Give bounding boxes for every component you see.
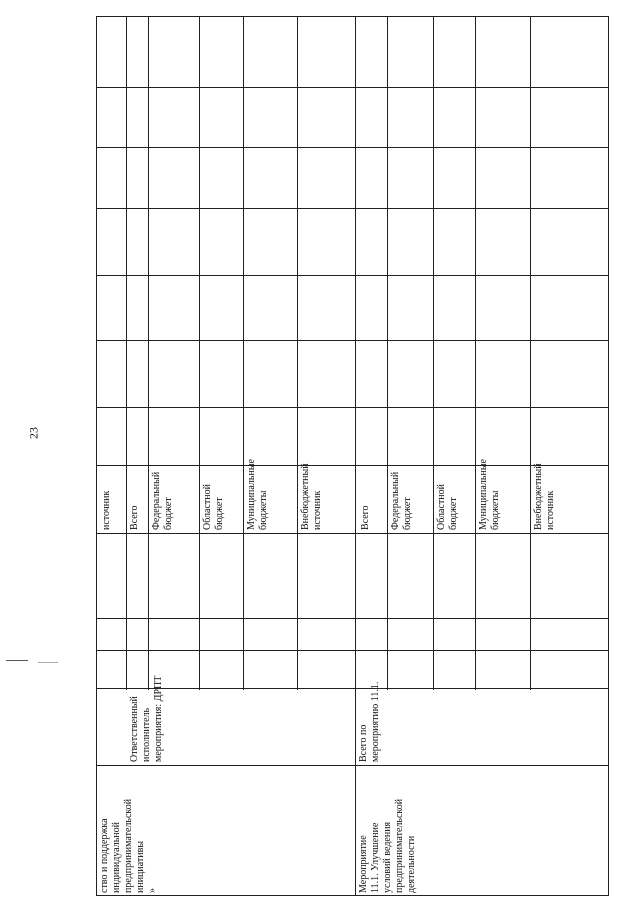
table-rule — [387, 16, 388, 690]
source-cell: Внебюджетный источник — [300, 463, 323, 530]
table-rule — [96, 87, 608, 88]
table-rule — [96, 895, 608, 896]
source-cell: Муниципальные бюджеты — [478, 459, 501, 530]
table-rule — [96, 16, 97, 896]
table-rule — [199, 16, 200, 690]
table-rule — [96, 16, 608, 17]
page-number: 23 — [26, 427, 41, 439]
measure-cell-2: Мероприятие 11.1. Улучшение условий ведения предпринимательской деятельности — [358, 798, 417, 893]
source-cell: Всего — [129, 505, 140, 530]
responsible-cell-2: Всего по мероприятию 11.1. — [358, 681, 381, 762]
source-cell: Федеральный бюджет — [151, 471, 174, 530]
table-rule — [126, 16, 127, 690]
table-rule — [243, 16, 244, 690]
table-rule — [475, 16, 476, 690]
table-rule — [96, 407, 608, 408]
table-rule — [355, 16, 356, 896]
table-rule — [96, 765, 608, 766]
table-rule — [96, 533, 608, 534]
source-cell: Муниципальные бюджеты — [246, 459, 269, 530]
source-cell: Внебюджетный источник — [533, 463, 556, 530]
table-rule — [96, 618, 608, 619]
responsible-cell-1: Ответственный исполнитель мероприятия: ДРПТ — [129, 675, 164, 762]
source-cell: Федеральный бюджет — [390, 471, 413, 530]
source-cell: источник — [101, 490, 112, 530]
source-cell: Областной бюджет — [202, 483, 225, 530]
table-rule — [96, 340, 608, 341]
source-cell: Областной бюджет — [436, 483, 459, 530]
source-cell: Всего — [360, 505, 371, 530]
table-rule — [433, 16, 434, 690]
table-rule — [530, 16, 531, 690]
table-rule — [96, 650, 608, 651]
table-rule — [608, 16, 609, 896]
table-rule — [96, 688, 608, 689]
table-rule — [96, 465, 608, 466]
table-rule — [148, 16, 149, 690]
table-rule — [96, 208, 608, 209]
table-rule — [96, 147, 608, 148]
table-rule — [297, 16, 298, 690]
table-rule — [96, 275, 608, 276]
measure-cell-1: ство и поддержка индивидуальной предпринимательской инициативы » — [99, 798, 158, 893]
